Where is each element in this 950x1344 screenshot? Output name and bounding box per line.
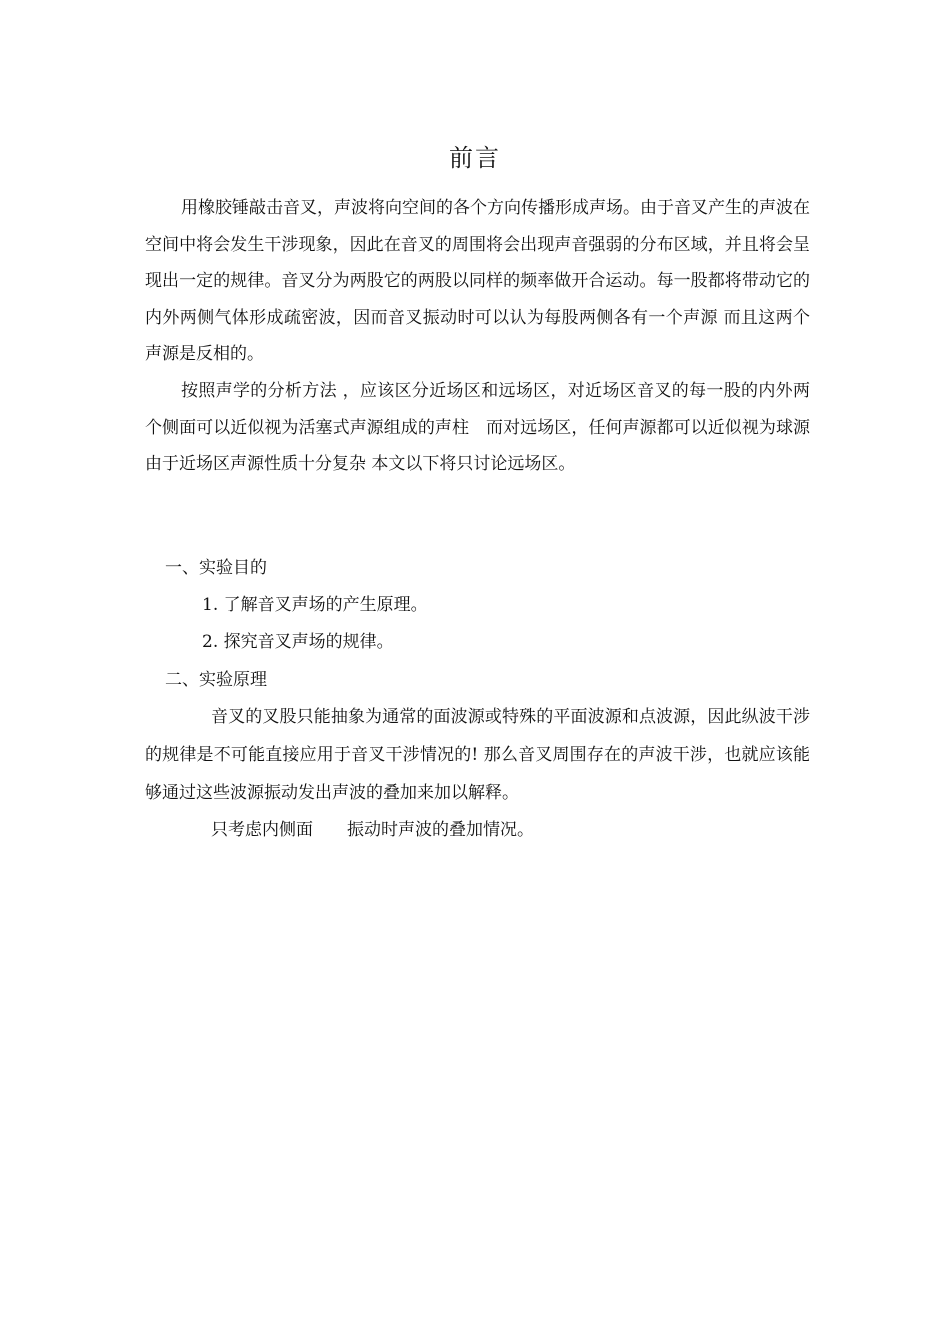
principle-paragraph: 音叉的叉股只能抽象为通常的面波源或特殊的平面波源和点波源，因此纵波干涉的规律是不可能直接应用于音叉干涉情况的! 那么音叉周围存在的声波干涉，也就应该能够通过这些波源振动发出声波的叠加来加以解释。 [145, 707, 810, 803]
preface-paragraph-2: 按照声学的分析方法 ，应该区分近场区和远场区，对近场区音叉的每一股的内外两个侧面可以近似视为活塞式声源组成的声柱 而对远场区，任何声源都可以近似视为球源由于近场区声源性质十分复杂 本文以下将只讨论远场区。 [145, 381, 810, 474]
page-title: 前言 [449, 144, 501, 172]
section-heading-purpose: 一、实验目的 [165, 558, 267, 578]
preface-paragraph-1: 用橡胶锤敲击音叉，声波将向空间的各个方向传播形成声场。由于音叉产生的声波在空间中将会发生干涉现象，因此在音叉的周围将会出现声音强弱的分布区域，并且将会呈现出一定的规律。音叉分为两股它的两股以同样的频率做开合运动。每一股都将带动它的内外两侧气体形成疏密波，因而音叉振动时可以认为每股两侧各有一个声源 而且这两个声源是反相的。 [145, 198, 810, 364]
list-item: 2. 探究音叉声场的规律。 [202, 632, 394, 652]
principle-last-line: 只考虑内侧面 振动时声波的叠加情况。 [211, 820, 534, 840]
list-item: 1. 了解音叉声场的产生原理。 [202, 595, 428, 615]
section-heading-principle: 二、实验原理 [165, 670, 267, 690]
